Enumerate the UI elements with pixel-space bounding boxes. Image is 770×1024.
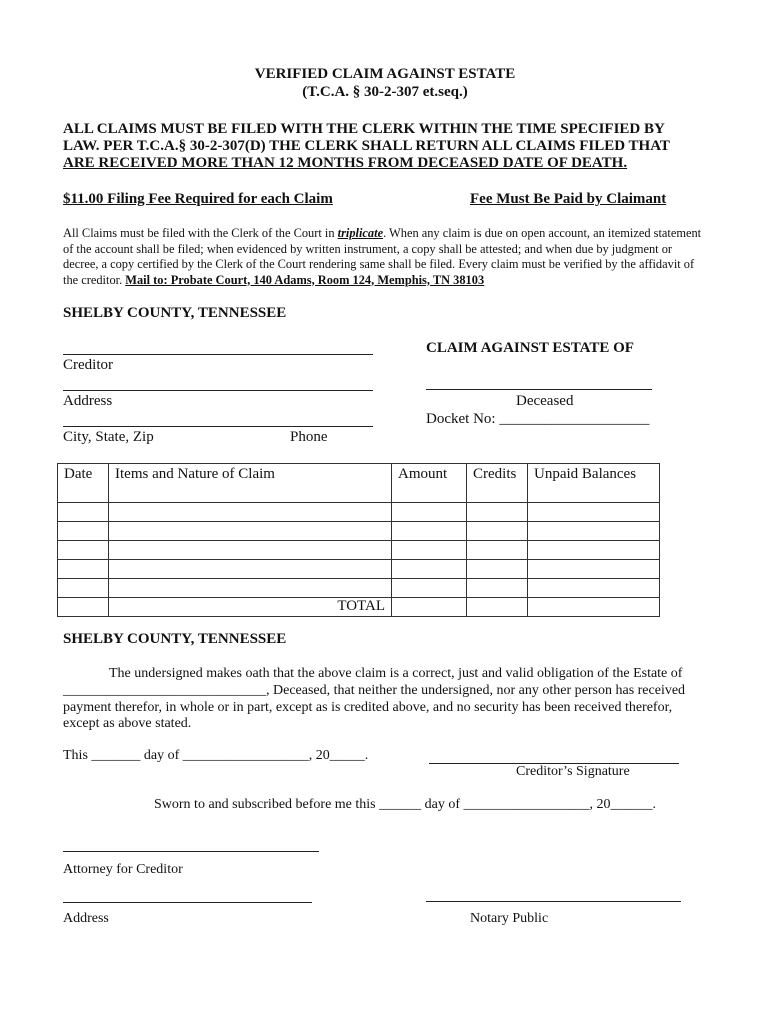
phone-label: Phone — [290, 429, 328, 445]
table-total-row — [58, 598, 660, 617]
attorney-address-line[interactable] — [63, 902, 312, 903]
creditor-signature-label: Creditor’s Signature — [516, 764, 630, 779]
table-cell[interactable] — [392, 579, 467, 598]
triplicate-emphasis: triplicate — [337, 226, 384, 240]
city-state-zip-label: City, State, Zip — [63, 429, 154, 445]
filing-fee-note: $11.00 Filing Fee Required for each Claim — [63, 191, 333, 207]
table-cell[interactable] — [528, 522, 660, 541]
city-state-zip-line[interactable] — [63, 426, 373, 427]
table-row — [58, 541, 660, 560]
filing-warning-line-3: ARE RECEIVED MORE THAN 12 MONTHS FROM DECEASED DATE OF DEATH. — [63, 155, 628, 171]
table-cell[interactable] — [109, 579, 392, 598]
column-header-unpaid-balances: Unpaid Balances — [528, 464, 660, 503]
table-cell[interactable] — [528, 503, 660, 522]
table-cell[interactable] — [109, 560, 392, 579]
table-cell[interactable] — [528, 579, 660, 598]
table-cell[interactable] — [467, 522, 528, 541]
table-cell[interactable] — [109, 522, 392, 541]
table-row — [58, 560, 660, 579]
column-header-credits: Credits — [467, 464, 528, 503]
table-cell[interactable] — [528, 541, 660, 560]
table-cell[interactable] — [58, 541, 109, 560]
table-header-row — [58, 464, 660, 503]
notary-public-label: Notary Public — [470, 911, 549, 926]
column-header-date: Date — [58, 464, 109, 503]
column-header-items: Items and Nature of Claim — [109, 464, 392, 503]
filing-warning-line-1: ALL CLAIMS MUST BE FILED WITH THE CLERK WITHIN THE TIME SPECIFIED BY — [63, 121, 665, 137]
docket-number-field[interactable]: Docket No: ____________________ — [426, 411, 650, 427]
table-cell[interactable] — [467, 503, 528, 522]
table-cell[interactable] — [392, 503, 467, 522]
total-amount-cell[interactable] — [392, 598, 467, 617]
table-cell[interactable] — [109, 503, 392, 522]
county-heading: SHELBY COUNTY, TENNESSEE — [63, 305, 287, 321]
table-cell[interactable] — [467, 541, 528, 560]
oath-text-body: _____________________________, Deceased, that neither the undersigned, nor any other person has received payment therefor, in whole or in part, except as is credited above, and no security has been received therefor, except as above stated. — [63, 683, 686, 731]
creditor-label: Creditor — [63, 357, 113, 373]
attorney-signature-line[interactable] — [63, 851, 319, 852]
mailing-address: Mail to: Probate Court, 140 Adams, Room 124, Memphis, TN 38103 — [125, 272, 485, 287]
table-cell[interactable] — [392, 522, 467, 541]
notary-signature-line[interactable] — [426, 901, 681, 902]
deceased-name-line[interactable] — [426, 389, 652, 390]
total-label: TOTAL — [109, 598, 392, 617]
creditor-line[interactable] — [63, 354, 373, 355]
table-cell[interactable] — [392, 541, 467, 560]
attorney-label: Attorney for Creditor — [63, 862, 183, 877]
address-line[interactable] — [63, 390, 373, 391]
total-unpaid-cell[interactable] — [528, 598, 660, 617]
statute-reference: (T.C.A. § 30-2-307 et.seq.) — [302, 84, 468, 100]
form-title: VERIFIED CLAIM AGAINST ESTATE — [254, 66, 516, 82]
oath-text-first-line: The undersigned makes oath that the above claim is a correct, just and valid obligation of the Estate of — [109, 666, 683, 681]
claims-table — [57, 463, 660, 617]
filing-warning-line-2: LAW. PER T.C.A.§ 30-2-307(D) THE CLERK SHALL RETURN ALL CLAIMS FILED THAT — [63, 138, 670, 154]
address-label: Address — [63, 393, 113, 409]
sworn-statement[interactable]: Sworn to and subscribed before me this ______ day of __________________, 20______. — [154, 797, 656, 812]
total-credits-cell[interactable] — [467, 598, 528, 617]
filing-instructions: All Claims must be filed with the Clerk of the Court in triplicate. When any claim is due on open account, an itemized statement of the account shall be filed; when evidenced by written instrument, a copy shall be attested; and when due by judgment or decree, a copy certified by the Clerk of the Court rendering same shall be filed. Every claim must be verified by the affidavit of the creditor. Mail to: Probate Court, 140 Adams, Room 124, Memphis, TN 38103 — [63, 226, 702, 287]
table-cell[interactable] — [58, 560, 109, 579]
table-cell[interactable] — [109, 541, 392, 560]
fee-paid-by-note: Fee Must Be Paid by Claimant — [470, 191, 667, 207]
table-cell[interactable] — [392, 560, 467, 579]
deceased-label: Deceased — [516, 393, 574, 409]
table-cell[interactable] — [58, 503, 109, 522]
oath-date-line[interactable]: This _______ day of __________________, 20_____. — [63, 748, 369, 763]
table-cell[interactable] — [467, 579, 528, 598]
table-cell[interactable] — [58, 579, 109, 598]
table-cell[interactable] — [467, 560, 528, 579]
attorney-address-label: Address — [63, 911, 109, 926]
column-header-amount: Amount — [392, 464, 467, 503]
table-cell[interactable] — [528, 560, 660, 579]
table-cell — [58, 598, 109, 617]
claim-against-estate-heading: CLAIM AGAINST ESTATE OF — [426, 340, 634, 356]
table-row — [58, 579, 660, 598]
oath-county-heading: SHELBY COUNTY, TENNESSEE — [63, 631, 287, 647]
table-row — [58, 503, 660, 522]
table-row — [58, 522, 660, 541]
table-cell[interactable] — [58, 522, 109, 541]
